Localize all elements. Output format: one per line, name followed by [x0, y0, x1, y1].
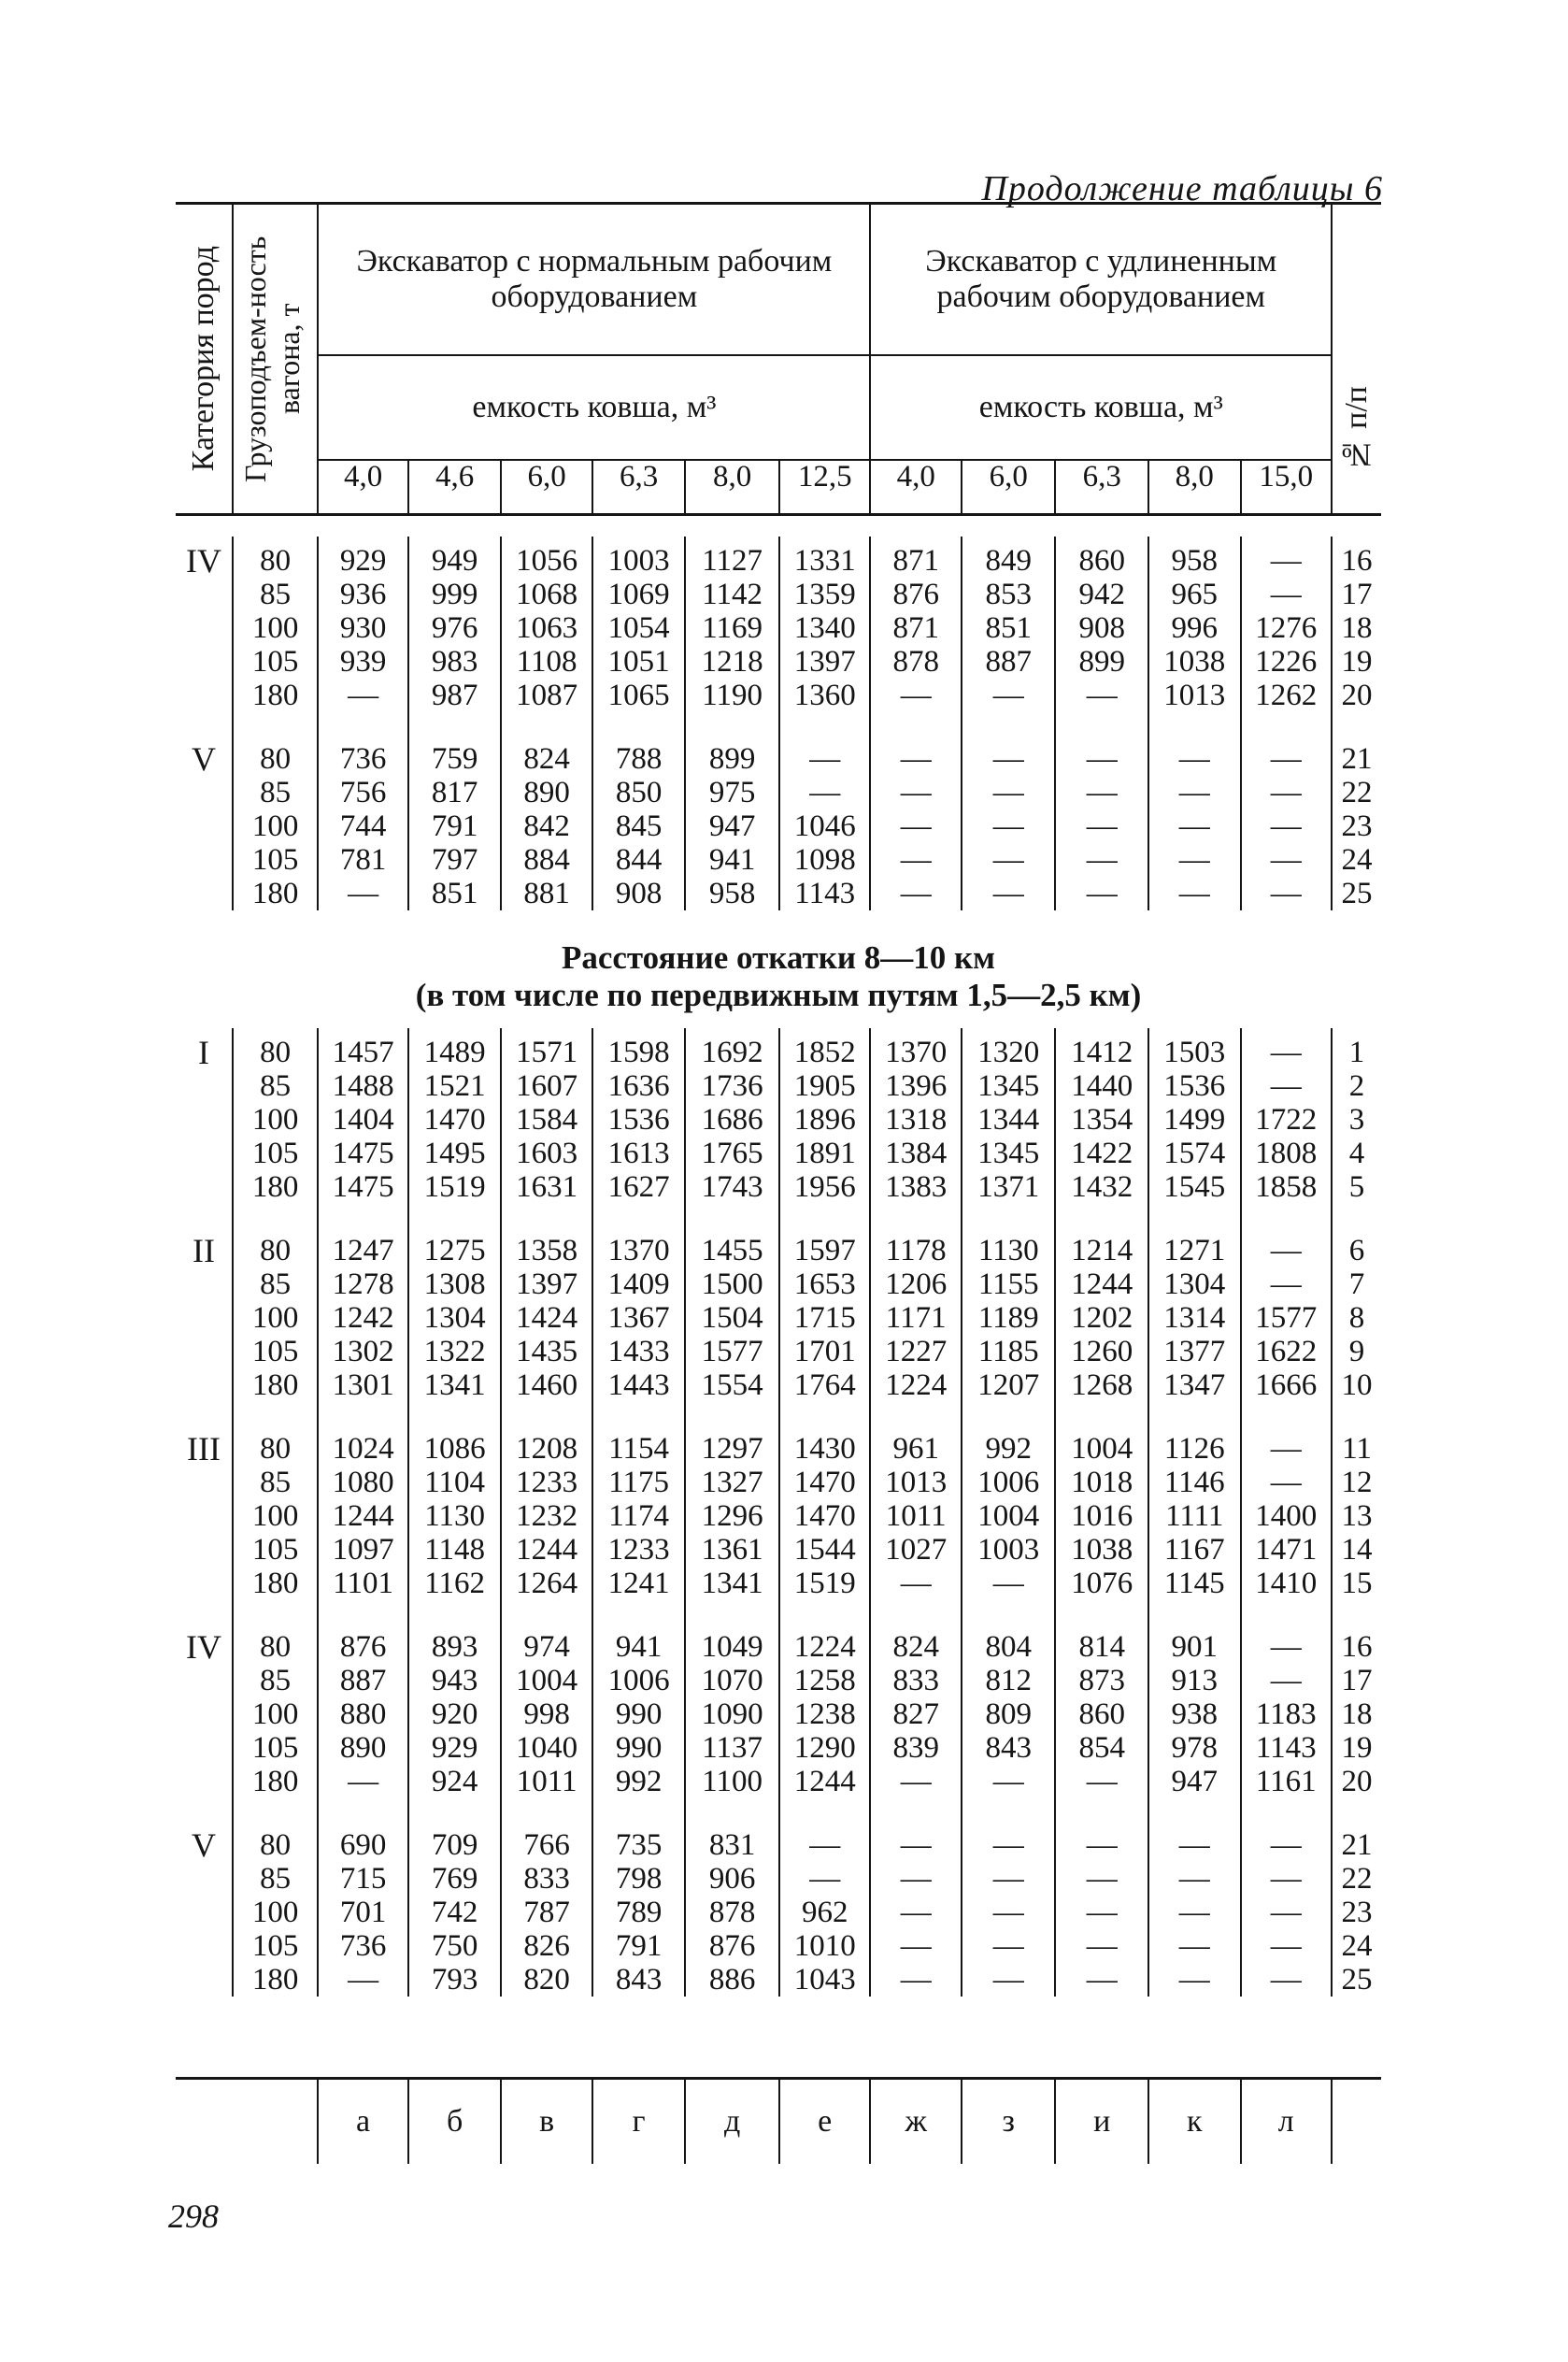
output-value-column: 1130 1155 1189 1185 1207 — [962, 1226, 1056, 1402]
output-value-column: 1024 1080 1244 1097 1101 — [318, 1424, 407, 1600]
subtitle-line-2: (в том числе по передвижным путям 1,5—2,5 км) — [415, 977, 1142, 1013]
section-2-table — [176, 1028, 1381, 1997]
category-group-row — [176, 1821, 1381, 1997]
output-value-column: 1208 1233 1232 1244 1264 — [501, 1424, 592, 1600]
normal-capacity-5: 8,0 — [685, 460, 779, 515]
wagon-capacity-list: 80 85 100 105 180 — [233, 1028, 318, 1204]
output-value-column: — — — — — — [1055, 1821, 1148, 1997]
section-2-subtitle — [176, 939, 1381, 1014]
output-value-column: 1597 1653 1715 1701 1764 — [779, 1226, 871, 1402]
output-value-column: — — — — — — [1055, 735, 1148, 910]
output-value-column: 759 817 791 797 851 — [408, 735, 502, 910]
output-value-column: 899 975 947 941 958 — [685, 735, 779, 910]
wagon-capacity-list: 80 85 100 105 180 — [233, 735, 318, 910]
column-letter: е — [779, 2079, 871, 2165]
output-value-column: 901 913 938 978 947 — [1148, 1623, 1241, 1798]
output-value-column: 1214 1244 1202 1260 1268 — [1055, 1226, 1148, 1402]
wagon-capacity-list: 80 85 100 105 180 — [233, 1226, 318, 1402]
output-value-column: — — 1400 1471 1410 — [1241, 1424, 1333, 1600]
category-group-row — [176, 1623, 1381, 1798]
row-number-header — [1332, 204, 1381, 515]
category-header-text: Категория пород — [185, 246, 221, 472]
output-value-column: 871 876 871 878 — — [870, 537, 962, 712]
rock-category: IV — [185, 1628, 221, 1666]
extended-capacity-5: 15,0 — [1241, 460, 1333, 515]
category-group-row — [176, 1028, 1381, 1204]
output-value-column: 1370 1409 1367 1433 1443 — [592, 1226, 686, 1402]
output-value-column: 824 833 827 839 — — [870, 1623, 962, 1798]
column-letter: в — [501, 2079, 592, 2165]
output-value-column: 824 890 842 884 881 — [501, 735, 592, 910]
output-value-column: 1692 1736 1686 1765 1743 — [685, 1028, 779, 1204]
row-numbers: 16 17 18 19 20 — [1332, 537, 1381, 712]
output-value-column: 876 887 880 890 — — [318, 1623, 407, 1798]
output-value-column: — — — — — — [1241, 1821, 1333, 1997]
row-number-header-text: № п/п — [1339, 386, 1375, 472]
output-value-column: 1126 1146 1111 1167 1145 — [1148, 1424, 1241, 1600]
column-letter: а — [318, 2079, 407, 2165]
row-numbers: 1 2 3 4 5 — [1332, 1028, 1381, 1204]
output-value-column: 735 798 789 791 843 — [592, 1821, 686, 1997]
normal-capacity-3: 6,0 — [501, 460, 592, 515]
output-value-column: 1178 1206 1171 1227 1224 — [870, 1226, 962, 1402]
category-header — [176, 204, 233, 515]
output-value-column: 690 715 701 736 — — [318, 1821, 407, 1997]
output-value-column: 709 769 742 750 793 — [408, 1821, 502, 1997]
category-group-row — [176, 1424, 1381, 1600]
wagon-capacity-list: 80 85 100 105 180 — [233, 1623, 318, 1798]
extended-capacity-4: 8,0 — [1148, 460, 1241, 515]
normal-capacity-1: 4,0 — [318, 460, 407, 515]
column-letter: и — [1055, 2079, 1148, 2165]
output-value-column: 958 965 996 1038 1013 — [1148, 537, 1241, 712]
output-value-column: — — 1577 1622 1666 — [1241, 1226, 1333, 1402]
row-numbers: 6 7 8 9 10 — [1332, 1226, 1381, 1402]
output-value-column: 1127 1142 1169 1218 1190 — [685, 537, 779, 712]
output-value-column: 1086 1104 1130 1148 1162 — [408, 1424, 502, 1600]
category-group-row — [176, 1226, 1381, 1402]
row-numbers: 21 22 23 24 25 — [1332, 1821, 1381, 1997]
output-value-column: 788 850 845 844 908 — [592, 735, 686, 910]
rock-category: V — [191, 1826, 216, 1864]
column-letter: д — [685, 2079, 779, 2165]
row-numbers: 11 12 13 14 15 — [1332, 1424, 1381, 1600]
normal-capacity-6: 12,5 — [779, 460, 871, 515]
output-value-column: 1598 1636 1536 1613 1627 — [592, 1028, 686, 1204]
column-letter: б — [408, 2079, 502, 2165]
output-value-column: 1503 1536 1499 1574 1545 — [1148, 1028, 1241, 1204]
output-value-column: 1049 1070 1090 1137 1100 — [685, 1623, 779, 1798]
output-value-column: — — — — — — [870, 1821, 962, 1997]
output-value-column: 1852 1905 1896 1891 1956 — [779, 1028, 871, 1204]
extended-bucket-label: емкость ковша, м³ — [870, 355, 1332, 460]
output-value-column: — — 1722 1808 1858 — [1241, 1028, 1333, 1204]
extended-equipment-header: Экскаватор с удлиненным рабочим оборудованием — [870, 204, 1332, 356]
category-group-row — [176, 537, 1381, 712]
output-value-column: 831 906 878 876 886 — [685, 1821, 779, 1997]
rock-category: II — [192, 1232, 215, 1269]
output-value-column: — — 962 1010 1043 — [779, 1821, 871, 1997]
output-value-column: — — 1183 1143 1161 — [1241, 1623, 1333, 1798]
wagon-capacity-list: 80 85 100 105 180 — [233, 537, 318, 712]
output-value-column: 766 833 787 826 820 — [501, 1821, 592, 1997]
capacity-header-text: Грузоподъем-ность вагона, т — [237, 236, 306, 482]
normal-bucket-label: емкость ковша, м³ — [318, 355, 870, 460]
column-letter: г — [592, 2079, 686, 2165]
column-letter: з — [962, 2079, 1056, 2165]
output-value-column: 1571 1607 1584 1603 1631 — [501, 1028, 592, 1204]
output-value-column: — — — — — — [962, 735, 1056, 910]
output-value-column: 860 942 908 899 — — [1055, 537, 1148, 712]
rock-category: IV — [185, 542, 221, 580]
output-value-column: 1247 1278 1242 1302 1301 — [318, 1226, 407, 1402]
output-value-column: — — — — — — [962, 1821, 1056, 1997]
output-value-column: 961 1013 1011 1027 — — [870, 1424, 962, 1600]
output-value-column: 893 943 920 929 924 — [408, 1623, 502, 1798]
output-value-column: 1297 1327 1296 1361 1341 — [685, 1424, 779, 1600]
output-value-column: 1056 1068 1063 1108 1087 — [501, 537, 592, 712]
subtitle-line-1: Расстояние откатки 8—10 км — [561, 939, 996, 976]
category-group-row — [176, 735, 1381, 910]
output-value-column: 941 1006 990 990 992 — [592, 1623, 686, 1798]
output-value-column: 1489 1521 1470 1495 1519 — [408, 1028, 502, 1204]
wagon-capacity-list: 80 85 100 105 180 — [233, 1821, 318, 1997]
column-letter: к — [1148, 2079, 1241, 2165]
row-numbers: 21 22 23 24 25 — [1332, 735, 1381, 910]
wagon-capacity-list: 80 85 100 105 180 — [233, 1424, 318, 1600]
output-value-column: — — — — — — [870, 735, 962, 910]
output-value-column: 1455 1500 1504 1577 1554 — [685, 1226, 779, 1402]
extended-capacity-3: 6,3 — [1055, 460, 1148, 515]
normal-capacity-2: 4,6 — [408, 460, 502, 515]
output-value-column: 1224 1258 1238 1290 1244 — [779, 1623, 871, 1798]
output-value-column: 1370 1396 1318 1384 1383 — [870, 1028, 962, 1204]
output-value-column: 1271 1304 1314 1377 1347 — [1148, 1226, 1241, 1402]
column-letters — [176, 2077, 1381, 2164]
output-value-column: 814 873 860 854 — — [1055, 1623, 1148, 1798]
row-numbers: 16 17 18 19 20 — [1332, 1623, 1381, 1798]
output-value-column: 736 756 744 781 — — [318, 735, 407, 910]
output-value-column: — — — — — — [1148, 1821, 1241, 1997]
output-value-column: 1331 1359 1340 1397 1360 — [779, 537, 871, 712]
output-value-column: — — 1276 1226 1262 — [1241, 537, 1333, 712]
page-number: 298 — [168, 2197, 219, 2235]
output-value-column: 1275 1308 1304 1322 1341 — [408, 1226, 502, 1402]
output-value-column: 1457 1488 1404 1475 1475 — [318, 1028, 407, 1204]
rock-category: I — [197, 1034, 209, 1071]
output-value-column: — — 1046 1098 1143 — [779, 735, 871, 910]
output-value-column: 1320 1345 1344 1345 1371 — [962, 1028, 1056, 1204]
capacity-header — [233, 204, 318, 515]
column-letter: л — [1241, 2079, 1333, 2165]
output-value-column: — — — — — — [1148, 735, 1241, 910]
extended-capacity-1: 4,0 — [870, 460, 962, 515]
rock-category: III — [186, 1430, 221, 1467]
output-value-column: 1003 1069 1054 1051 1065 — [592, 537, 686, 712]
output-value-column: 974 1004 998 1040 1011 — [501, 1623, 592, 1798]
output-value-column: 1004 1018 1016 1038 1076 — [1055, 1424, 1148, 1600]
output-value-column: 1358 1397 1424 1435 1460 — [501, 1226, 592, 1402]
normal-capacity-4: 6,3 — [592, 460, 686, 515]
table-caption: Продолжение таблицы 6 — [981, 169, 1383, 208]
extended-capacity-2: 6,0 — [962, 460, 1056, 515]
output-value-column: 1430 1470 1470 1544 1519 — [779, 1424, 871, 1600]
output-value-column: 929 936 930 939 — — [318, 537, 407, 712]
output-value-column: 1154 1175 1174 1233 1241 — [592, 1424, 686, 1600]
output-value-column: 992 1006 1004 1003 — — [962, 1424, 1056, 1600]
column-letter: ж — [870, 2079, 962, 2165]
output-value-column: 804 812 809 843 — — [962, 1623, 1056, 1798]
section-1-table — [176, 537, 1381, 910]
output-value-column: — — — — — — [1241, 735, 1333, 910]
output-value-column: 949 999 976 983 987 — [408, 537, 502, 712]
output-value-column: 1412 1440 1354 1422 1432 — [1055, 1028, 1148, 1204]
normal-equipment-header: Экскаватор с нормальным рабочим оборудованием — [318, 204, 870, 356]
rock-category: V — [191, 740, 216, 778]
table-header — [176, 202, 1381, 516]
output-value-column: 849 853 851 887 — — [962, 537, 1056, 712]
